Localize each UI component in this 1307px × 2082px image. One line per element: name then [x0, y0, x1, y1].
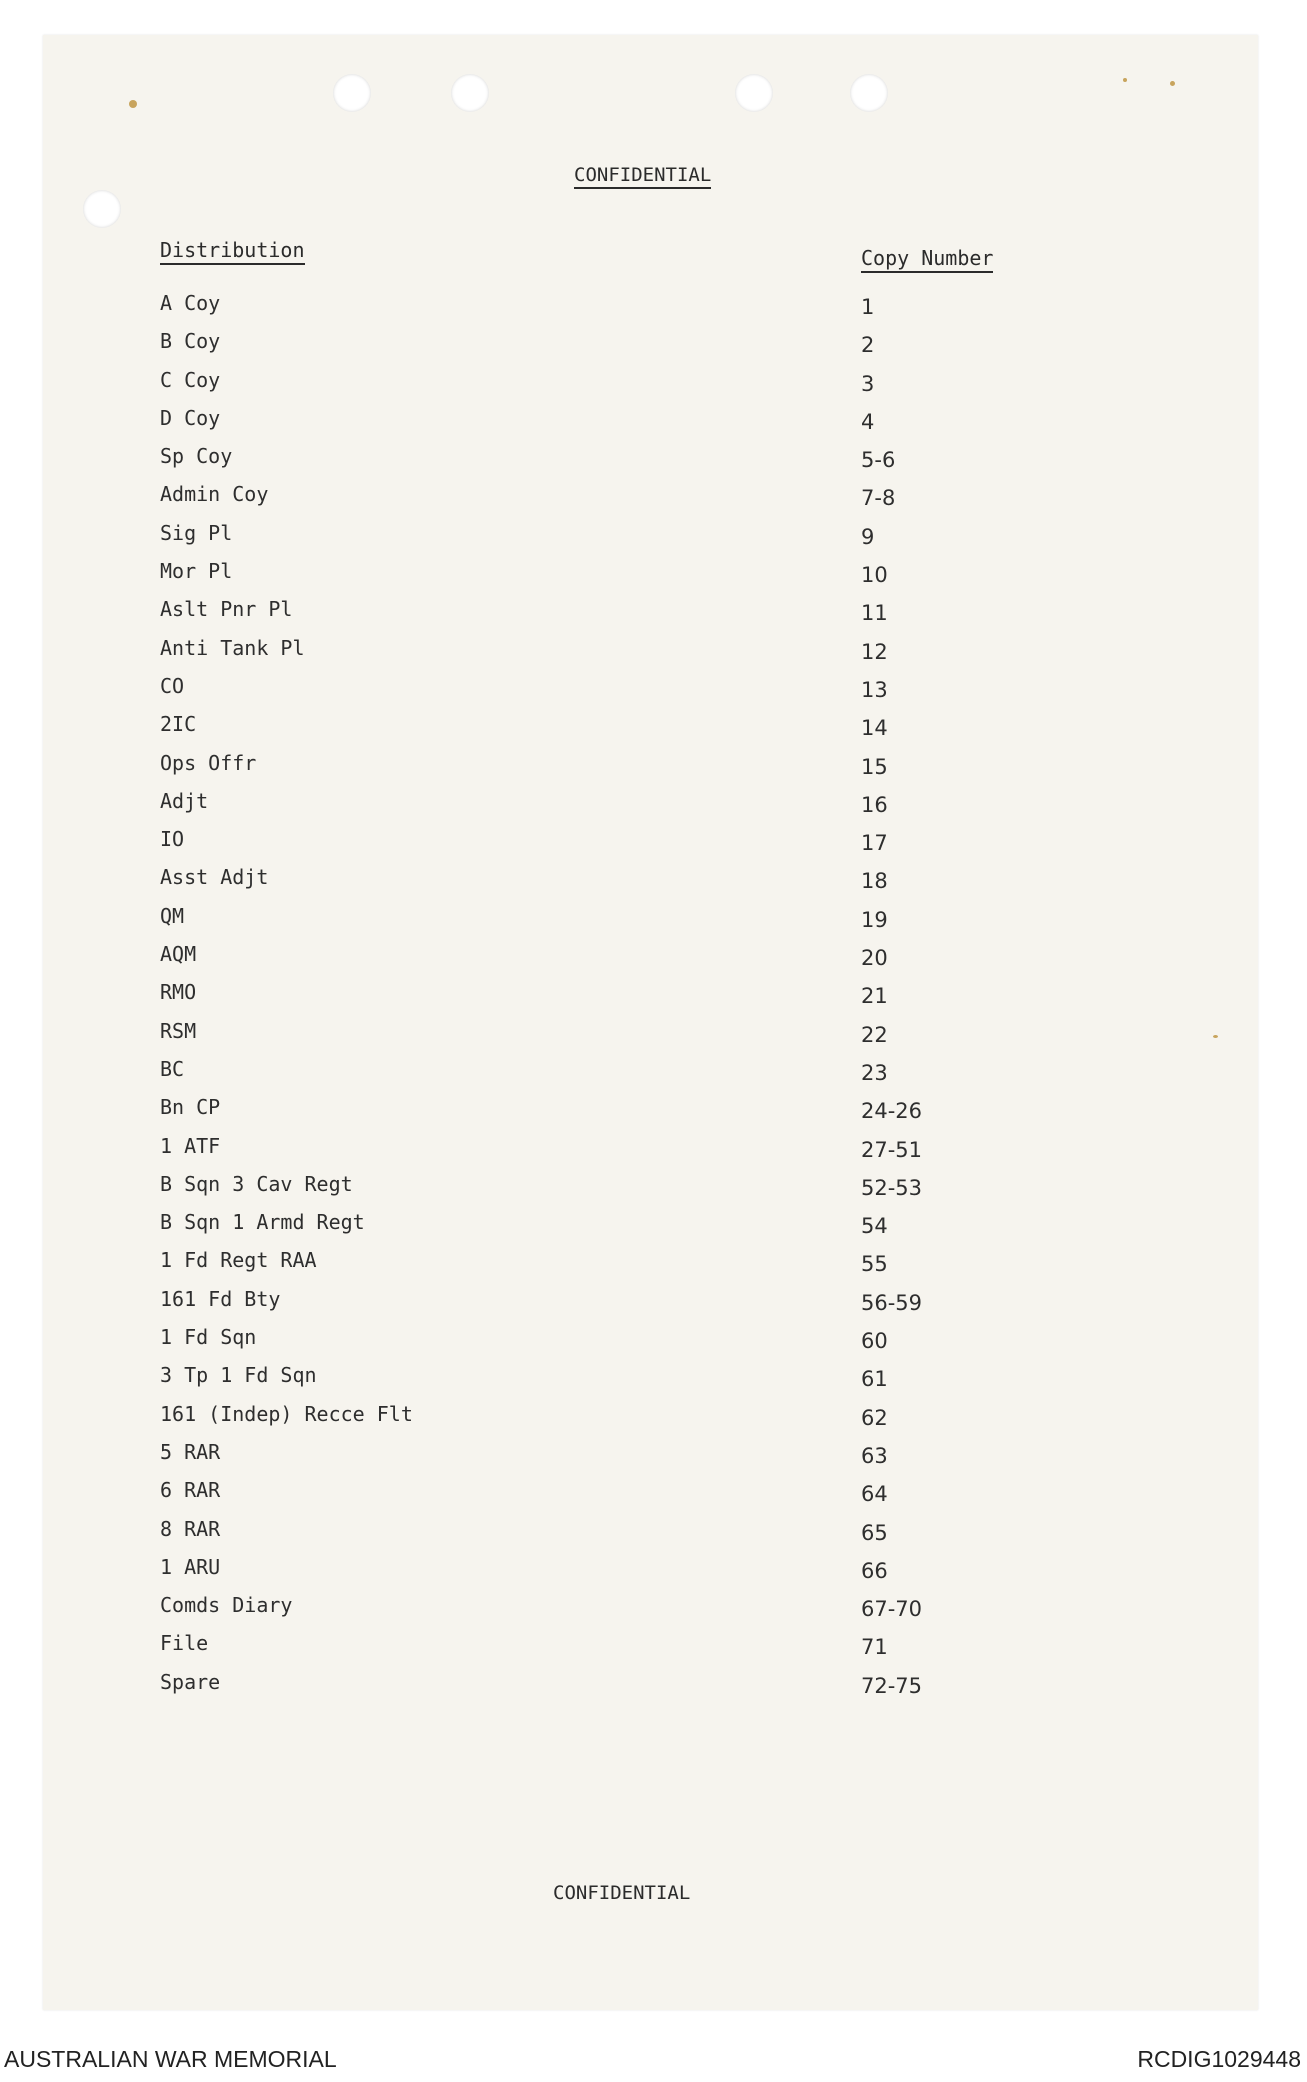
- recipient-name: Mor Pl: [160, 559, 233, 584]
- stain-mark: [1213, 1035, 1218, 1038]
- copy-number: 11: [861, 601, 888, 626]
- copy-number: 17: [861, 831, 888, 856]
- list-item: [160, 942, 1060, 980]
- recipient-name: 1 ARU: [160, 1554, 221, 1579]
- recipient-name: 1 ATF: [160, 1133, 221, 1158]
- recipient-name: 6 RAR: [160, 1478, 221, 1503]
- copy-number: 14: [861, 716, 888, 741]
- list-item: [160, 904, 1060, 942]
- list-item: [160, 1402, 1060, 1440]
- list-item: [160, 827, 1060, 865]
- stain-mark: [1170, 81, 1175, 86]
- copy-number: 2: [861, 333, 875, 358]
- copy-number: 20: [861, 946, 888, 971]
- recipient-name: 5 RAR: [160, 1439, 221, 1464]
- recipient-name: 3 Tp 1 Fd Sqn: [160, 1363, 317, 1388]
- list-item: [160, 368, 1060, 406]
- recipient-name: File: [160, 1631, 209, 1656]
- list-item: [160, 1555, 1060, 1593]
- header-classification: CONFIDENTIAL: [574, 164, 711, 189]
- recipient-name: Ops Offr: [160, 750, 257, 775]
- copy-number: 10: [861, 563, 888, 588]
- copy-number: 61: [861, 1367, 888, 1392]
- copy-number: 9: [861, 524, 875, 549]
- copy-number: 7-8: [861, 486, 896, 511]
- list-item: [160, 1095, 1060, 1133]
- copy-number: 55: [861, 1252, 888, 1277]
- stain-mark: [129, 100, 137, 108]
- copy-number: 71: [861, 1635, 888, 1660]
- recipient-name: RMO: [160, 980, 197, 1005]
- punch-hole-icon: [83, 190, 121, 228]
- recipient-name: B Sqn 1 Armd Regt: [160, 1210, 365, 1235]
- recipient-name: RSM: [160, 1018, 197, 1043]
- copy-number: 60: [861, 1329, 888, 1354]
- copy-number: 56-59: [861, 1290, 923, 1315]
- copy-number: 21: [861, 984, 888, 1009]
- copy-number: 52-53: [861, 1175, 923, 1200]
- list-item: [160, 482, 1060, 520]
- distribution-column-header: Distribution: [160, 238, 305, 265]
- copy-number: 27-51: [861, 1137, 923, 1162]
- recipient-name: B Sqn 3 Cav Regt: [160, 1171, 353, 1196]
- recipient-name: CO: [160, 673, 185, 698]
- list-item: [160, 674, 1060, 712]
- list-item: [160, 1057, 1060, 1095]
- recipient-name: A Coy: [160, 291, 221, 315]
- recipient-name: BC: [160, 1056, 185, 1081]
- recipient-name: 1 Fd Sqn: [160, 1325, 257, 1350]
- list-item: [160, 406, 1060, 444]
- copy-number: 15: [861, 754, 888, 779]
- list-item: [160, 1325, 1060, 1363]
- copy-number: 1: [861, 295, 875, 319]
- copy-number: 19: [861, 907, 888, 932]
- copy-number: 12: [861, 639, 888, 664]
- distribution-list: [160, 291, 1060, 1708]
- copy-number-column-header: Copy Number: [861, 246, 993, 273]
- copy-number: 62: [861, 1405, 888, 1430]
- recipient-name: Sp Coy: [160, 444, 233, 469]
- copy-number: 3: [861, 371, 875, 396]
- recipient-name: Asst Adjt: [160, 865, 269, 890]
- list-item: [160, 1248, 1060, 1286]
- archive-caption-left: AUSTRALIAN WAR MEMORIAL: [4, 2046, 337, 2072]
- copy-number: 65: [861, 1520, 888, 1545]
- list-item: [160, 1593, 1060, 1631]
- copy-number: 18: [861, 869, 888, 894]
- copy-number: 22: [861, 1022, 888, 1047]
- list-item: [160, 1210, 1060, 1248]
- recipient-name: Bn CP: [160, 1095, 221, 1120]
- list-item: [160, 1287, 1060, 1325]
- copy-number: 63: [861, 1443, 888, 1468]
- recipient-name: 8 RAR: [160, 1516, 221, 1541]
- list-item: [160, 1478, 1060, 1516]
- recipient-name: AQM: [160, 942, 197, 967]
- recipient-name: C Coy: [160, 367, 221, 392]
- recipient-name: Spare: [160, 1669, 221, 1694]
- recipient-name: 1 Fd Regt RAA: [160, 1248, 317, 1273]
- copy-number: 67-70: [861, 1597, 923, 1622]
- stain-mark: [1123, 78, 1127, 82]
- list-item: [160, 444, 1060, 482]
- list-item: [160, 1670, 1060, 1708]
- list-item: [160, 329, 1060, 367]
- recipient-name: 161 (Indep) Recce Flt: [160, 1401, 413, 1426]
- punch-hole-icon: [333, 74, 371, 112]
- recipient-name: QM: [160, 903, 185, 928]
- list-item: [160, 636, 1060, 674]
- list-item: [160, 1440, 1060, 1478]
- copy-number: 66: [861, 1558, 888, 1583]
- punch-hole-icon: [451, 74, 489, 112]
- punch-hole-icon: [850, 74, 888, 112]
- list-item: [160, 1517, 1060, 1555]
- recipient-name: D Coy: [160, 405, 221, 430]
- list-item: [160, 1363, 1060, 1401]
- recipient-name: 2IC: [160, 712, 197, 737]
- recipient-name: Comds Diary: [160, 1593, 293, 1618]
- recipient-name: Sig Pl: [160, 520, 233, 545]
- footer-classification: CONFIDENTIAL: [553, 1882, 691, 1904]
- recipient-name: IO: [160, 827, 185, 852]
- copy-number: 23: [861, 1060, 888, 1085]
- copy-number: 5-6: [861, 448, 896, 473]
- archive-caption-right: RCDIG1029448: [1137, 2046, 1301, 2072]
- recipient-name: B Coy: [160, 329, 221, 354]
- copy-number: 24-26: [861, 1099, 923, 1124]
- recipient-name: 161 Fd Bty: [160, 1286, 281, 1311]
- list-item: [160, 712, 1060, 750]
- list-item: [160, 559, 1060, 597]
- list-item: [160, 1019, 1060, 1057]
- recipient-name: Adjt: [160, 788, 209, 813]
- list-item: [160, 865, 1060, 903]
- list-item: [160, 980, 1060, 1018]
- recipient-name: Aslt Pnr Pl: [160, 597, 293, 622]
- list-item: [160, 1134, 1060, 1172]
- list-item: [160, 521, 1060, 559]
- recipient-name: Anti Tank Pl: [160, 635, 305, 660]
- punch-hole-icon: [735, 74, 773, 112]
- copy-number: 16: [861, 792, 888, 817]
- recipient-name: Admin Coy: [160, 482, 269, 507]
- copy-number: 64: [861, 1482, 888, 1507]
- list-item: [160, 751, 1060, 789]
- list-item: [160, 597, 1060, 635]
- list-item: [160, 1631, 1060, 1669]
- copy-number: 54: [861, 1214, 888, 1239]
- copy-number: 4: [861, 409, 875, 434]
- copy-number: 13: [861, 677, 888, 702]
- list-item: [160, 1172, 1060, 1210]
- copy-number: 72-75: [861, 1673, 923, 1698]
- list-item: [160, 789, 1060, 827]
- list-item: [160, 291, 1060, 329]
